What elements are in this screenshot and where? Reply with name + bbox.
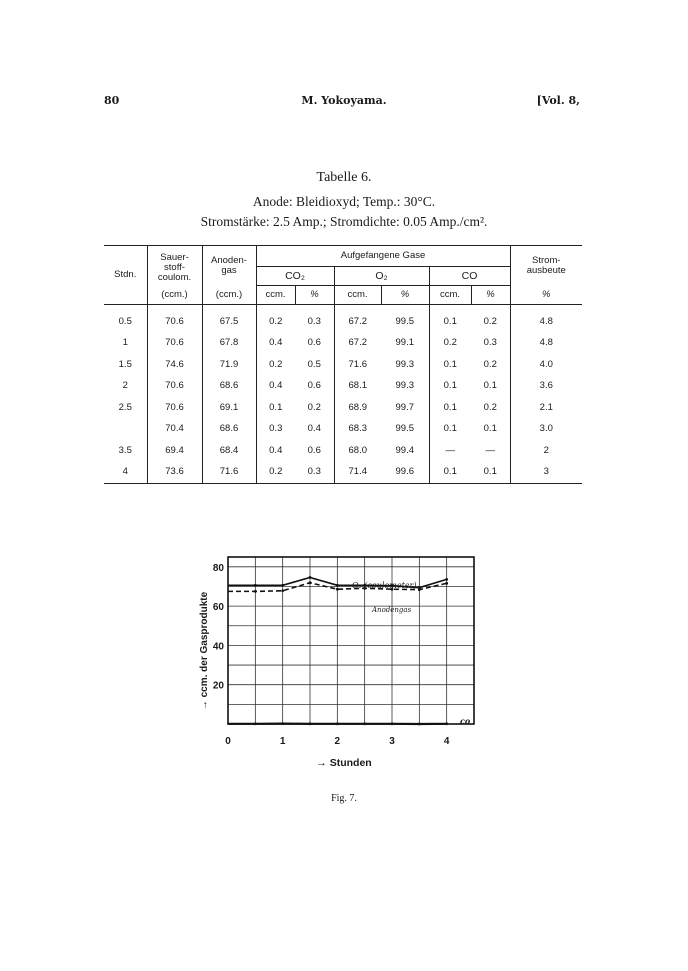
table-cell: 4 [104, 461, 147, 483]
x-tick-label: 3 [389, 736, 395, 747]
y-tick-label: 40 [212, 641, 224, 653]
table-cell: 2.1 [539, 401, 553, 413]
table-cell: 73.6 [147, 461, 202, 483]
table-cell: 3.0 [539, 423, 553, 435]
unit-stromausbeute: % [510, 286, 582, 305]
table-cell: 4.8 [539, 315, 553, 327]
table-cell: 0.4 [295, 418, 334, 440]
table-cell: 99.4 [381, 440, 429, 462]
table-cell: 99.3 [381, 354, 429, 376]
table-cell: 0.1 [471, 418, 510, 440]
running-author: M. Yokoyama. [301, 94, 387, 107]
data-point [254, 590, 257, 593]
table-cell: 99.5 [381, 304, 429, 332]
table-cell: 68.0 [348, 444, 367, 456]
table-cell: 0.4 [269, 380, 283, 392]
table-cell: — [445, 444, 455, 456]
table-cell: 3.5 [104, 440, 147, 462]
table-cell: 0.3 [295, 304, 334, 332]
table-cell: 70.6 [147, 397, 202, 419]
data-point [309, 576, 312, 579]
table-cell: 70.6 [147, 332, 202, 354]
data-point [363, 722, 366, 725]
col-header-aufgefangene: Aufgefangene Gase [256, 246, 510, 267]
table-cell: 69.4 [147, 440, 202, 462]
data-point [445, 722, 448, 725]
unit-co2-pct: % [295, 286, 334, 305]
table-cell: 0.2 [256, 461, 295, 483]
x-tick-label: 4 [443, 736, 450, 747]
page-number: 80 [104, 94, 120, 107]
table-cell: 0.1 [443, 423, 457, 435]
table-cell: 70.6 [147, 375, 202, 397]
table-cell: 0.3 [295, 461, 334, 483]
table-cell: 0.2 [471, 397, 510, 419]
table-cell: 0.2 [443, 337, 457, 349]
table-cell: 68.3 [348, 423, 367, 435]
table-cell: 1.5 [104, 354, 147, 376]
data-point [336, 584, 339, 587]
table-cell: 0.2 [269, 358, 283, 370]
table-cell: 67.8 [202, 332, 256, 354]
table-cell: 67.2 [348, 315, 367, 327]
y-tick-label: 80 [212, 562, 224, 574]
table-cell: 99.3 [381, 375, 429, 397]
data-point [254, 584, 257, 587]
table-cell: 70.6 [147, 304, 202, 332]
series-label-o2: O₂ (coulometer) [352, 581, 417, 590]
table-cell: 0.2 [471, 304, 510, 332]
data-point [445, 582, 448, 585]
table-cell: 71.6 [202, 461, 256, 483]
x-tick-label: 1 [279, 736, 286, 747]
table-cell: 3.6 [539, 380, 553, 392]
table-cell: 71.6 [348, 358, 367, 370]
table-cell: 2.5 [104, 397, 147, 419]
table-cell: 0.3 [269, 423, 283, 435]
table-cell: 2 [104, 375, 147, 397]
table-cell: 68.4 [202, 440, 256, 462]
table-cell: 0.1 [443, 401, 457, 413]
table-cell: 4.0 [539, 358, 553, 370]
chart-ticks [213, 563, 450, 747]
table-cell: 67.5 [202, 304, 256, 332]
table-cell: 74.6 [147, 354, 202, 376]
data-point [391, 722, 394, 725]
data-point [418, 588, 421, 591]
x-axis-label: → Stunden [316, 757, 372, 769]
data-point [336, 722, 339, 725]
table-cell: 67.2 [348, 337, 367, 349]
table-cell: 0.6 [295, 440, 334, 462]
unit-co2-ccm: ccm. [256, 286, 295, 305]
table-cell: 99.7 [381, 397, 429, 419]
table-title: Tabelle 6. [316, 170, 372, 185]
x-tick-label: 2 [334, 736, 341, 747]
unit-o2-ccm: ccm. [334, 286, 381, 305]
unit-co-ccm: ccm. [429, 286, 471, 305]
figure-caption: Fig. 7. [331, 793, 357, 804]
table-cell: 71.4 [334, 461, 381, 483]
table-cell: 0.2 [269, 315, 283, 327]
table-cell: 0.4 [269, 444, 283, 456]
table-cell: 0.3 [471, 332, 510, 354]
table-cell: 68.6 [202, 418, 256, 440]
table-cell: 71.9 [202, 354, 256, 376]
col-header-stromausbeute: Strom- ausbeute [510, 246, 582, 286]
col-header-anodengas: Anoden- gas [202, 246, 256, 286]
col-header-co: CO [429, 267, 510, 286]
series-label-co: co [460, 716, 471, 726]
table-cell: 0.1 [471, 375, 510, 397]
col-header-o2: O₂ [334, 267, 429, 286]
table-cell: 2 [543, 444, 549, 456]
table-cell: 4.8 [539, 337, 553, 349]
table-cell: 0.4 [269, 337, 283, 349]
x-tick-label: 0 [225, 736, 231, 747]
data-point [254, 722, 257, 725]
table-cell: 68.6 [202, 375, 256, 397]
table-cell: 0.1 [443, 315, 457, 327]
table-cell: 0.1 [443, 358, 457, 370]
table-cell: 1 [104, 332, 147, 354]
table-cell: 0.6 [295, 332, 334, 354]
table-cell: 68.9 [348, 401, 367, 413]
table-cell: 68.1 [348, 380, 367, 392]
col-header-co2: CO₂ [256, 267, 334, 286]
table-cell: 99.1 [381, 332, 429, 354]
data-point [336, 588, 339, 591]
chart-series [228, 576, 448, 725]
unit-anodengas: (ccm.) [202, 286, 256, 305]
y-tick-label: 20 [212, 680, 224, 692]
table-cell: 0.1 [471, 461, 510, 483]
table-cell: 69.1 [202, 397, 256, 419]
volume-label: [Vol. 8, [536, 94, 580, 107]
data-point [309, 581, 312, 584]
table-cell: 0.6 [295, 375, 334, 397]
data-point [281, 584, 284, 587]
table-cell: 0.2 [295, 397, 334, 419]
table-cell: 3 [510, 461, 582, 483]
table-cell: 0.5 [295, 354, 334, 376]
table-cell: 0.1 [429, 461, 471, 483]
table-cell: 0.1 [269, 401, 283, 413]
table-cell: 70.4 [147, 418, 202, 440]
data-point [445, 578, 448, 581]
col-header-stdn: Stdn. [104, 246, 147, 305]
conditions-line-2: Stromstärke: 2.5 Amp.; Stromdichte: 0.05 Amp./cm². [200, 214, 488, 229]
table-cell: — [471, 440, 510, 462]
table-cell: 99.5 [381, 418, 429, 440]
data-point [309, 722, 312, 725]
y-tick-label: 60 [212, 602, 224, 614]
table-cell: 99.6 [381, 461, 429, 483]
data-point [418, 723, 421, 726]
table-cell: 0.2 [471, 354, 510, 376]
y-axis-label: → ccm. der Gasprodukte [199, 591, 210, 711]
data-point [281, 589, 284, 592]
table-cell: 0.5 [104, 304, 147, 332]
data-point [281, 722, 284, 725]
conditions-line-1: Anode: Bleidioxyd; Temp.: 30°C. [252, 194, 436, 209]
unit-co-pct: % [471, 286, 510, 305]
unit-sauerstoff: (ccm.) [147, 286, 202, 305]
col-header-sauerstoff: Sauer- stoff- coulom. [147, 246, 202, 286]
unit-o2-pct: % [381, 286, 429, 305]
series-label-anodengas: Anodengas [372, 606, 412, 614]
table-cell: 0.1 [443, 380, 457, 392]
